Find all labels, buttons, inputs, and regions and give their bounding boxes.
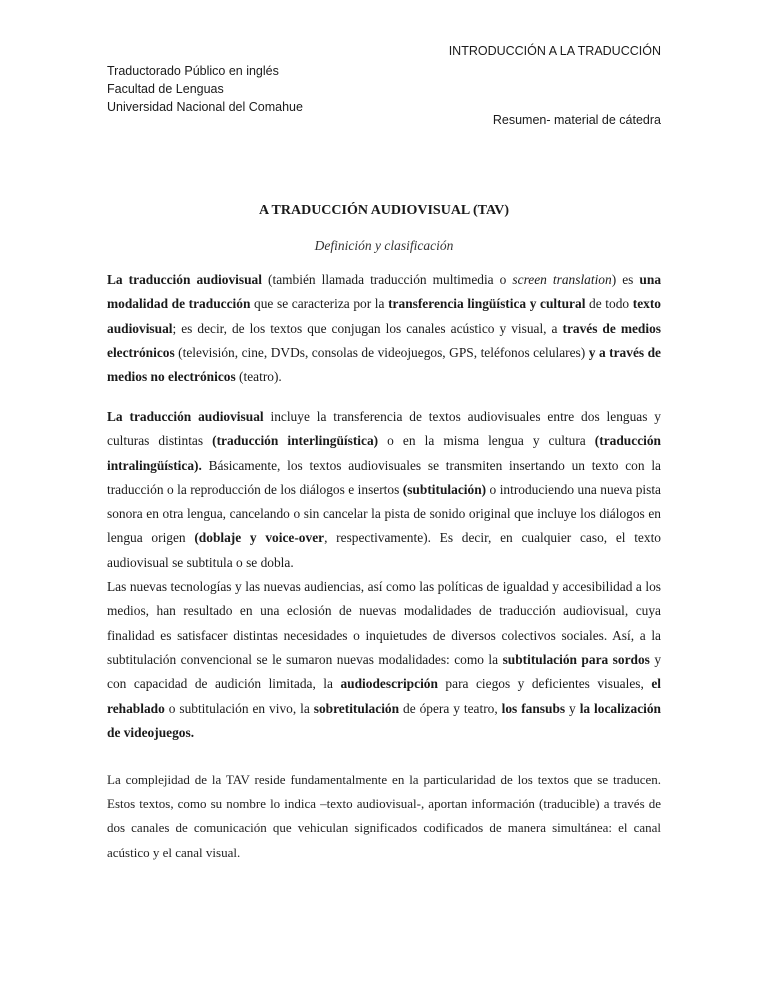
text-span: (televisión, cine, DVDs, consolas de videojuegos, GPS, teléfonos celulares) bbox=[174, 344, 589, 360]
bold-span: subtitulación para sordos bbox=[502, 651, 650, 667]
text-span: o subtitulación en vivo, la bbox=[164, 700, 314, 716]
text-span: que se caracteriza por la bbox=[250, 296, 389, 312]
paragraph-1 bbox=[107, 268, 661, 389]
course-title: INTRODUCCIÓN A LA TRADUCCIÓN bbox=[448, 44, 661, 58]
paragraph-2 bbox=[107, 405, 661, 745]
text-span: de todo bbox=[585, 296, 633, 312]
italic-span: screen translation bbox=[512, 272, 612, 287]
text-span: Las nuevas tecnologías y las nuevas audiencias, así como las políticas de igualdad y accesibilidad a los medios, han resultado en una eclosión de nuevas modalidades de traducción audiovisual, cuya finalidad es satisfacer distintas necesidades o inquietudes de diversos colectivos sociales. Así, a la subtitulación convencional se le sumaron nuevas modalidades: como la bbox=[107, 579, 661, 667]
text-span: y bbox=[565, 700, 580, 716]
bold-span: transferencia lingüística y cultural bbox=[388, 296, 586, 312]
bold-span: La traducción audiovisual bbox=[107, 409, 264, 424]
bold-span: La traducción audiovisual bbox=[107, 272, 262, 287]
bold-span: (subtitulación) bbox=[402, 481, 487, 497]
bold-span: los fansubs bbox=[501, 700, 566, 716]
text-span: incluye la transferencia de textos audiovisuales entre dos lenguas y culturas distintas bbox=[107, 409, 661, 449]
text-span: , respectivamente). Es decir, en cualquier caso, el texto audiovisual se subtitula o se dobla. bbox=[107, 530, 661, 570]
bold-span: sobretitulación bbox=[313, 700, 400, 716]
document-subtitle: Definición y clasificación bbox=[314, 238, 454, 253]
paragraph-4 bbox=[107, 768, 661, 865]
text-span: ; es decir, de los textos que conjugan los canales acústico y visual, a bbox=[172, 320, 563, 336]
bold-span: audiodescripción bbox=[340, 676, 438, 692]
text-span: o en la misma lengua y cultura bbox=[378, 433, 595, 449]
material-type: Resumen- material de cátedra bbox=[492, 113, 661, 127]
text-span: para ciegos y deficientes visuales, bbox=[437, 676, 652, 692]
text-span: o introduciendo una nueva pista sonora en otra lengua, cancelando o sin cancelar la pista de sonido original que incluye los diálogos en lengua origen bbox=[107, 481, 662, 546]
bold-span: el rehablado bbox=[107, 676, 661, 716]
text-span: ) es bbox=[611, 272, 640, 287]
institution-line: Universidad Nacional del Comahue bbox=[107, 100, 303, 114]
bold-span: una modalidad de traducción bbox=[107, 272, 662, 312]
bold-span: (traducción intralingüística). bbox=[107, 433, 661, 473]
institution-line: Traductorado Público en inglés bbox=[107, 64, 279, 78]
institution-block bbox=[107, 62, 303, 116]
text-span: y con capacidad de audición limitada, la bbox=[107, 651, 662, 692]
bold-span: la localización de videojuegos. bbox=[107, 700, 661, 740]
text-span: de ópera y teatro, bbox=[399, 700, 502, 716]
institution-line: Facultad de Lenguas bbox=[107, 82, 224, 96]
paragraph-3 bbox=[107, 575, 661, 745]
bold-span: texto audiovisual bbox=[107, 296, 661, 336]
document-title: A TRADUCCIÓN AUDIOVISUAL (TAV) bbox=[258, 203, 510, 218]
bold-span: través de medios electrónicos bbox=[107, 320, 661, 360]
text-span: Básicamente, los textos audiovisuales se transmiten insertando un texto con la traducción o la reproducción de los diálogos e insertos bbox=[107, 457, 661, 497]
bold-span: (traducción interlingüística) bbox=[212, 433, 379, 449]
text-span: (teatro). bbox=[235, 369, 282, 385]
bold-span: y a través de medios no electrónicos bbox=[107, 344, 661, 385]
bold-span: (doblaje y voice-over bbox=[194, 530, 325, 546]
paragraph-4-text: La complejidad de la TAV reside fundamentalmente en la particularidad de los textos que se traducen. Estos textos, como su nombre lo indica –texto audiovisual-, aportan información (traducible) a través de dos canales de comunicación que vehiculan significados codificados de manera simultánea: el canal acústico y el canal visual. bbox=[107, 772, 661, 860]
text-span: (también llamada traducción multimedia o bbox=[261, 272, 513, 287]
